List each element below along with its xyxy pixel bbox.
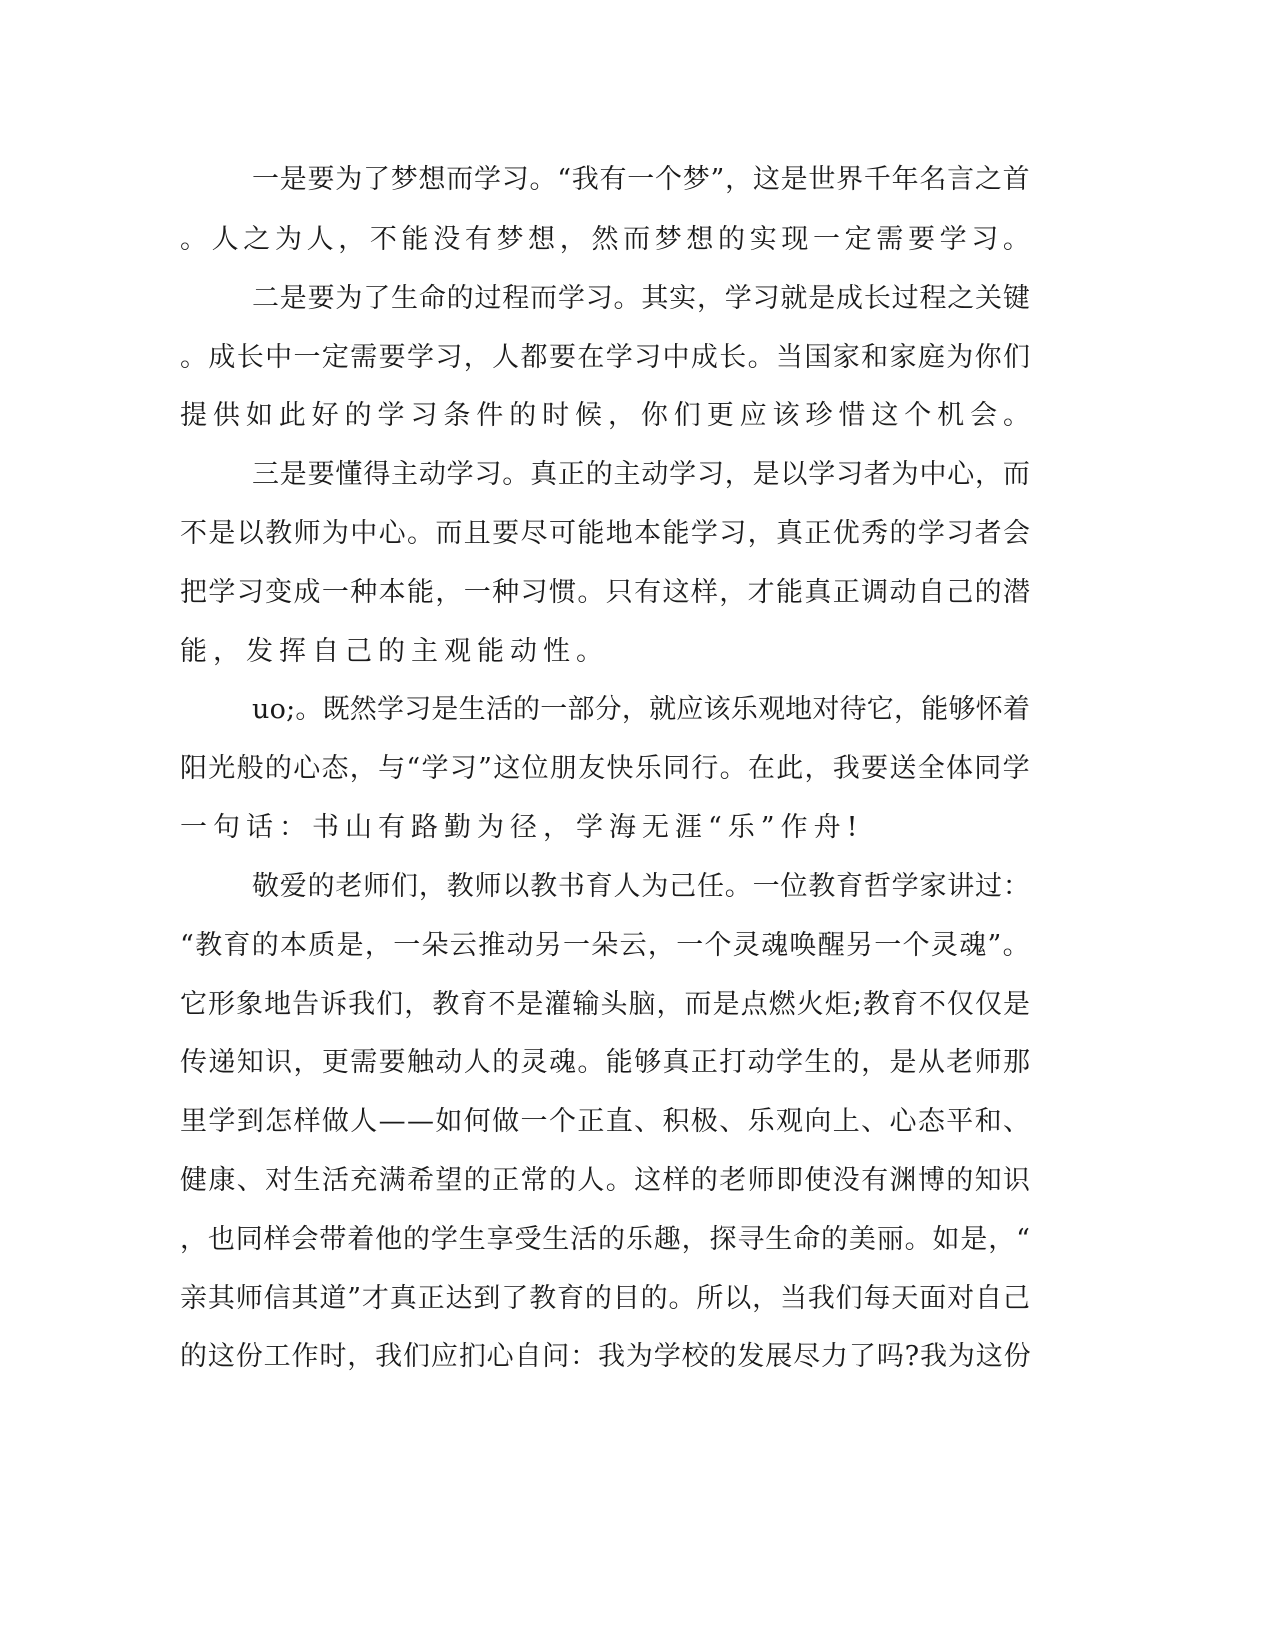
text-line: uo;。既然学习是生活的一部分，就应该乐观地对待它，能够怀着	[252, 694, 1031, 725]
text-line: 二是要为了生命的过程而学习。其实，学习就是成长过程之关键	[252, 283, 1031, 314]
text-line: 把学习变成一种本能，一种习惯。只有这样，才能真正调动自己的潜	[180, 577, 1032, 608]
text-line: 一句话：书山有路勤为径，学海无涯“乐”作舟!	[180, 812, 864, 843]
text-line: 里学到怎样做人——如何做一个正直、积极、乐观向上、心态平和、	[180, 1106, 1032, 1137]
text-line: ，也同样会带着他的学生享受生活的乐趣，探寻生命的美丽。如是，“	[180, 1224, 1031, 1255]
text-line: 它形象地告诉我们，教育不是灌输头脑，而是点燃火炬;教育不仅仅是	[180, 989, 1032, 1020]
text-line: 能，发挥自己的主观能动性。	[180, 636, 609, 667]
text-line: 不是以教师为中心。而且要尽可能地本能学习，真正优秀的学习者会	[180, 518, 1032, 549]
text-line: 的这份工作时，我们应扪心自问：我为学校的发展尽力了吗?我为这份	[180, 1341, 1032, 1372]
text-line: 传递知识，更需要触动人的灵魂。能够真正打动学生的，是从老师那	[180, 1047, 1032, 1078]
text-line: 。人之为人，不能没有梦想，然而梦想的实现一定需要学习。	[180, 224, 1035, 255]
text-line: 亲其师信其道”才真正达到了教育的目的。所以，当我们每天面对自己	[180, 1283, 1031, 1314]
text-line: 一是要为了梦想而学习。“我有一个梦”，这是世界千年名言之首	[252, 164, 1031, 195]
text-line: 敬爱的老师们，教师以教书育人为己任。一位教育哲学家讲过：	[252, 871, 1031, 902]
text-line: 阳光般的心态，与“学习”这位朋友快乐同行。在此，我要送全体同学	[180, 753, 1031, 784]
text-line: 三是要懂得主动学习。真正的主动学习，是以学习者为中心，而	[252, 459, 1031, 490]
text-line: “教育的本质是，一朵云推动另一朵云，一个灵魂唤醒另一个灵魂”。	[180, 930, 1031, 961]
text-line: 提供如此好的学习条件的时候，你们更应该珍惜这个机会。	[180, 400, 1036, 431]
text-line: 健康、对生活充满希望的正常的人。这样的老师即使没有渊博的知识	[180, 1165, 1032, 1196]
text-line: 。成长中一定需要学习，人都要在学习中成长。当国家和家庭为你们	[180, 342, 1032, 373]
